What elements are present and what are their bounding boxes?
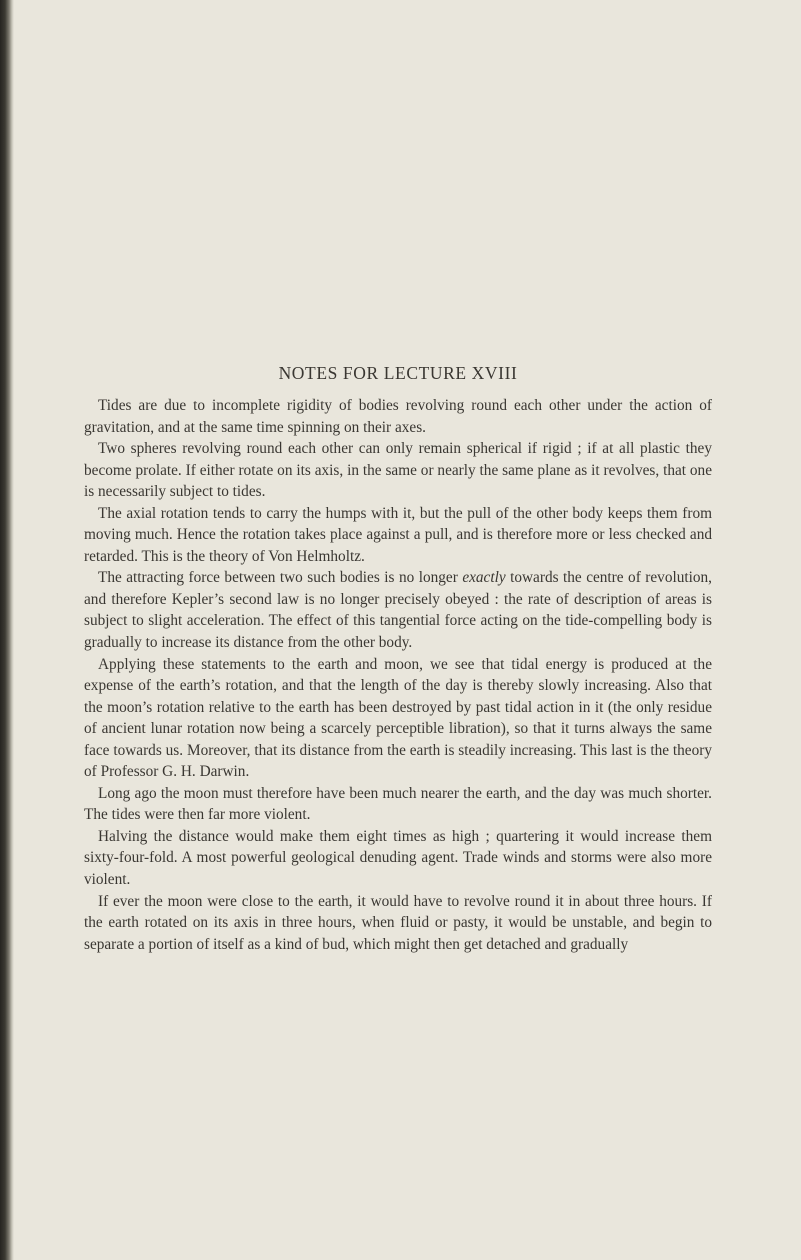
paragraph-text-before: The attracting force between two such bodies is no longer <box>98 569 463 587</box>
paragraph-text-after: towards the centre of revolution, and therefore Kepler’s second law is no longer precisely obeyed : the rate of description of areas is subject to slight acceleration. The effect of this tangential force acting on the tide-compelling body is gradually to increase its distance from the other body. <box>84 569 712 652</box>
paragraph-tides-definition: Tides are due to incomplete rigidity of bodies revolving round each other under the action of gravitation, and at the same time spinning on their axes. <box>84 397 712 436</box>
paragraph-attracting-force <box>84 567 712 653</box>
paragraph-halving-distance: Halving the distance would make them eight times as high ; quartering it would increase them sixty-four-fold. A most powerful geological denuding agent. Trade winds and storms were also more violent. <box>84 827 712 889</box>
paragraph-moon-close: If ever the moon were close to the earth, it would have to revolve round it in about three hours. If the earth rotated on its axis in three hours, when fluid or pasty, it would be unstable, and begin to separate a portion of itself as a kind of bud, which might then get detached and gradually <box>84 892 712 953</box>
page-title: NOTES FOR LECTURE XVIII <box>278 363 518 383</box>
paragraph-two-spheres: Two spheres revolving round each other can only remain spherical if rigid ; if at all plastic they become prolate. If either rotate on its axis, in the same or nearly the same plane as it revolves, that one is necessarily subject to tides. <box>84 440 712 501</box>
book-binding-edge <box>0 0 14 1260</box>
paragraph-long-ago: Long ago the moon must therefore have been much nearer the earth, and the day was much shorter. The tides were then far more violent. <box>84 784 712 824</box>
paragraph-earth-and-moon: Applying these statements to the earth and moon, we see that tidal energy is produced at the expense of the earth’s rotation, and that the length of the day is thereby slowly increasing. Also that the moon’s rotation relative to the earth has been destroyed by past tidal action in it (the only residue of ancient lunar rotation now being a scarcely perceptible libration), so that it turns always the same face towards us. Moreover, that its distance from the earth is steadily increasing. This last is the theory of Professor G. H. Darwin. <box>84 655 712 781</box>
paragraph-axial-rotation: The axial rotation tends to carry the humps with it, but the pull of the other body keeps them from moving much. Hence the rotation takes place against a pull, and is therefore more or less checked and retarded. This is the theory of Von Helmholtz. <box>84 504 712 565</box>
page-content <box>84 363 712 955</box>
italic-emphasis: exactly <box>462 569 506 587</box>
